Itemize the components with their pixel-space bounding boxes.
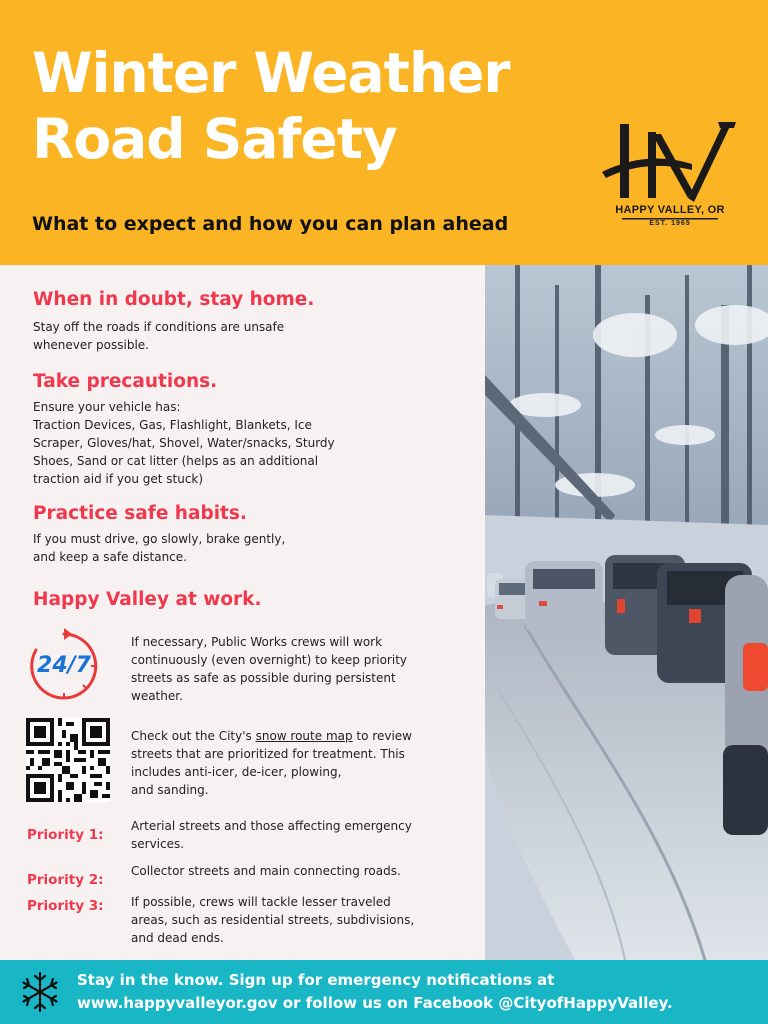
footer-line-1: Stay in the know. Sign up for emergency notifications at	[77, 971, 555, 989]
heading-at-work: Happy Valley at work.	[33, 589, 262, 610]
happy-valley-logo	[600, 110, 740, 235]
snowflake-icon	[18, 970, 62, 1014]
text-stay-home-line: Stay off the roads if conditions are unsafe	[33, 320, 285, 334]
hv-monogram-icon	[600, 110, 740, 202]
text-precautions-line: Traction Devices, Gas, Flashlight, Blankets, Ice	[33, 418, 312, 432]
text-snow-map-line: and sanding.	[131, 783, 209, 797]
priority-3-line: If possible, crews will tackle lesser traveled	[131, 895, 391, 909]
priority-1-line: Arterial streets and those affecting emergency	[131, 819, 412, 833]
text-crews-line: streets as safe as possible during persistent	[131, 671, 396, 685]
text-crews-line: weather.	[131, 689, 183, 703]
title-line-1: Winter Weather	[32, 41, 510, 105]
text-crews	[131, 633, 461, 705]
logo-city-name: HAPPY VALLEY, OR	[615, 204, 725, 216]
priority-2-label: Priority 2:	[27, 872, 104, 888]
badge-24-7: 24/7	[37, 653, 91, 678]
heading-habits: Practice safe habits.	[33, 503, 247, 524]
heading-precautions: Take precautions.	[33, 371, 218, 392]
text-precautions-line: Scraper, Gloves/hat, Shovel, Water/snacks, Sturdy	[33, 436, 335, 450]
text-crews-line: continuously (even overnight) to keep priority	[131, 653, 408, 667]
text-stay-home-line: whenever possible.	[33, 338, 149, 352]
footer-banner	[0, 960, 768, 1024]
text-precautions-line: traction aid if you get stuck)	[33, 472, 204, 486]
priority-2-text	[131, 862, 461, 880]
text-snow-map-after: to review	[352, 729, 412, 743]
logo-established: EST. 1965	[649, 220, 691, 227]
text-habits-line: If you must drive, go slowly, brake gently,	[33, 532, 286, 546]
page-subtitle: What to expect and how you can plan ahead	[32, 213, 509, 235]
clock-arrow-icon	[24, 626, 104, 706]
text-precautions-line: Shoes, Sand or cat litter (helps as an additional	[33, 454, 319, 468]
priority-1-label: Priority 1:	[27, 827, 104, 843]
page-title	[32, 40, 510, 172]
footer-line-2[interactable]: www.happyvalleyor.gov or follow us on Facebook @CityofHappyValley.	[77, 994, 673, 1012]
text-snow-map-line: streets that are prioritized for treatment. This	[131, 747, 405, 761]
text-snow-map-line	[131, 727, 461, 745]
text-habits	[33, 530, 285, 566]
snow-route-map-link[interactable]: snow route map	[255, 729, 353, 743]
text-precautions-line: Ensure your vehicle has:	[33, 400, 181, 414]
priority-3-text	[131, 893, 461, 947]
priority-1-text	[131, 817, 461, 853]
priority-3-line: and dead ends.	[131, 931, 224, 945]
priority-3-label: Priority 3:	[27, 898, 104, 914]
title-line-2: Road Safety	[32, 107, 397, 171]
priority-3-line: areas, such as residential streets, subdivisions,	[131, 913, 415, 927]
text-precautions	[33, 398, 335, 488]
text-stay-home	[33, 318, 284, 354]
text-snow-map	[131, 727, 461, 799]
text-snow-map-before: Check out the City's	[131, 729, 256, 743]
text-snow-map-line: includes anti-icer, de-icer, plowing,	[131, 765, 342, 779]
snowy-road-photo	[485, 265, 768, 960]
priority-1-line: services.	[131, 837, 185, 851]
heading-stay-home: When in doubt, stay home.	[33, 289, 315, 310]
footer-text	[77, 969, 673, 1015]
priority-2-line: Collector streets and main connecting roads.	[131, 864, 401, 878]
qr-code-icon[interactable]	[26, 718, 110, 802]
text-habits-line: and keep a safe distance.	[33, 550, 187, 564]
text-crews-line: If necessary, Public Works crews will work	[131, 635, 383, 649]
header-banner	[0, 0, 768, 265]
